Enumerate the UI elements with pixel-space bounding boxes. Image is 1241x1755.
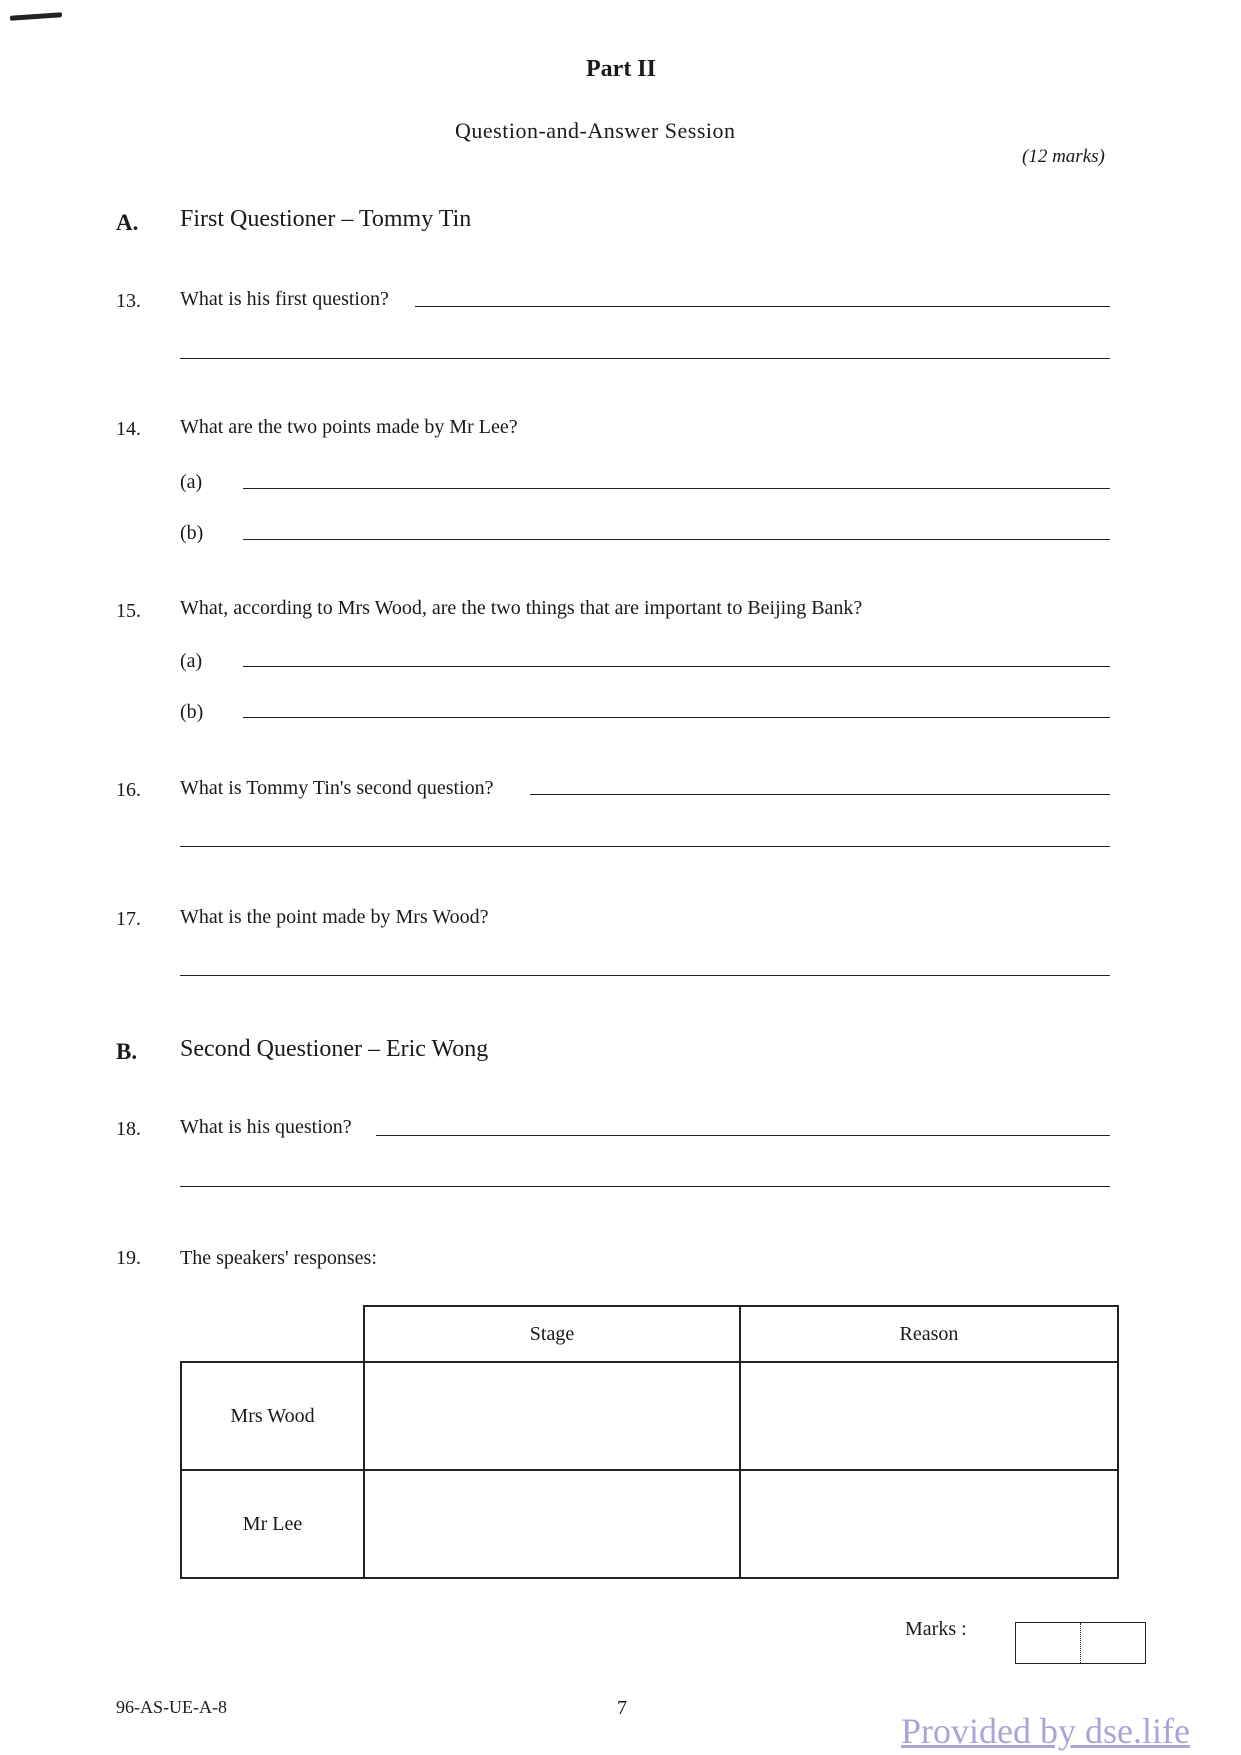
mrs-wood-stage-cell[interactable] bbox=[364, 1362, 740, 1470]
q16-answer-line-2[interactable] bbox=[180, 846, 1110, 847]
mr-lee-stage-cell[interactable] bbox=[364, 1470, 740, 1578]
q14-a-label: (a) bbox=[180, 471, 203, 493]
scan-mark bbox=[10, 12, 62, 21]
stage-header: Stage bbox=[364, 1306, 740, 1362]
q15-number: 15. bbox=[116, 600, 141, 622]
table-header-row bbox=[181, 1306, 1118, 1362]
q18-answer-line-1[interactable] bbox=[376, 1135, 1110, 1136]
marks-box-divider bbox=[1080, 1623, 1081, 1663]
marks-box[interactable] bbox=[1015, 1622, 1146, 1664]
q17-text: What is the point made by Mrs Wood? bbox=[180, 906, 489, 928]
q14-a-answer-line[interactable] bbox=[243, 488, 1110, 489]
table-row bbox=[181, 1470, 1118, 1578]
q15-a-answer-line[interactable] bbox=[243, 666, 1110, 667]
table-row bbox=[181, 1362, 1118, 1470]
total-marks-note: (12 marks) bbox=[1022, 146, 1105, 167]
section-a-title: First Questioner – Tommy Tin bbox=[180, 206, 472, 232]
q13-answer-line-1[interactable] bbox=[415, 306, 1110, 307]
footer-code: 96-AS-UE-A-8 bbox=[116, 1697, 227, 1717]
q18-number: 18. bbox=[116, 1118, 141, 1140]
q16-answer-line-1[interactable] bbox=[530, 794, 1110, 795]
section-b-title: Second Questioner – Eric Wong bbox=[180, 1036, 489, 1062]
q18-text: What is his question? bbox=[180, 1116, 352, 1138]
row-label-mr-lee: Mr Lee bbox=[181, 1470, 364, 1578]
q14-b-answer-line[interactable] bbox=[243, 539, 1110, 540]
session-title: Question-and-Answer Session bbox=[455, 118, 736, 143]
responses-table bbox=[180, 1305, 1119, 1579]
q14-number: 14. bbox=[116, 418, 141, 440]
q14-b-label: (b) bbox=[180, 522, 204, 544]
section-a-letter: A. bbox=[116, 210, 139, 235]
q13-text: What is his first question? bbox=[180, 288, 389, 310]
part-heading: Part II bbox=[586, 56, 656, 82]
q16-text: What is Tommy Tin's second question? bbox=[180, 777, 494, 799]
reason-header: Reason bbox=[740, 1306, 1118, 1362]
marks-label: Marks : bbox=[905, 1618, 967, 1640]
q17-number: 17. bbox=[116, 908, 141, 930]
mr-lee-reason-cell[interactable] bbox=[740, 1470, 1118, 1578]
q18-answer-line-2[interactable] bbox=[180, 1186, 1110, 1187]
q17-answer-line[interactable] bbox=[180, 975, 1110, 976]
table-corner-cell bbox=[181, 1306, 364, 1362]
section-b-letter: B. bbox=[116, 1039, 138, 1064]
page-number: 7 bbox=[617, 1697, 627, 1719]
q19-number: 19. bbox=[116, 1247, 141, 1269]
q13-answer-line-2[interactable] bbox=[180, 358, 1110, 359]
q14-text: What are the two points made by Mr Lee? bbox=[180, 416, 518, 438]
q16-number: 16. bbox=[116, 779, 141, 801]
watermark-link[interactable]: Provided by dse.life bbox=[901, 1711, 1190, 1751]
q15-text: What, according to Mrs Wood, are the two things that are important to Beijing Bank? bbox=[180, 597, 863, 619]
q19-text: The speakers' responses: bbox=[180, 1247, 377, 1269]
q15-a-label: (a) bbox=[180, 650, 203, 672]
q13-number: 13. bbox=[116, 290, 141, 312]
mrs-wood-reason-cell[interactable] bbox=[740, 1362, 1118, 1470]
row-label-mrs-wood: Mrs Wood bbox=[181, 1362, 364, 1470]
q15-b-label: (b) bbox=[180, 701, 204, 723]
q15-b-answer-line[interactable] bbox=[243, 717, 1110, 718]
